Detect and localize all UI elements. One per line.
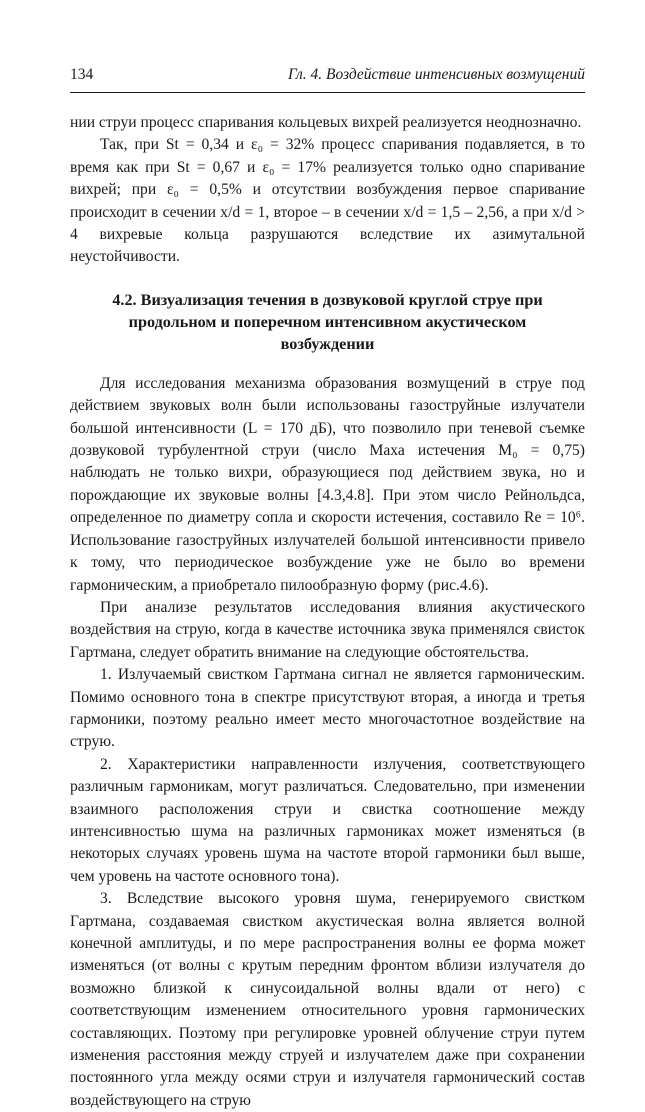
body-text [70,112,585,1112]
header-rule [70,92,585,93]
paragraph-pairing-conditions: Так, при St = 0,34 и ε₀ = 32% процесс спаривания подавляется, в то время как при St = 0,67 и ε₀ = 17% реализуется только одно спаривание вихрей; при ε₀ = 0,5% и отсутствии возбуждения первое спаривание происходит в сечении x/d = 1, второе – в сечении x/d = 1,5 – 2,56, а при x/d > 4 вихревые кольца разрушаются вследствие их азимутальной неустойчивости. [70,136,585,266]
book-page [70,64,585,1109]
section-heading: 4.2. Визуализация течения в дозвуковой круглой струе при продольном и поперечном интенсивном акустическом возбуждении [112,290,543,353]
running-head [70,64,585,86]
paragraph-hartmann-analysis: При анализе результатов исследования влияния акустического воздействия на струю, когда в качестве источника звука применялся свисток Гартмана, следует обратить внимание на следующие обстоятельства. [70,598,585,661]
paragraph-method: Для исследования механизма образования возмущений в струе под действием звуковых волн были использованы газоструйные излучатели большой интенсивности (L = 170 дБ), что позволило при теневой съемке дозвуковой турбулентной струи (число Маха истечения M₀ = 0,75) наблюдать не только вихри, образующиеся под действием звука, но и порождающие их звуковые волны [4.3,4.8]. При этом число Рейнольдса, определенное по диаметру сопла и скорости истечения, составило Re = 10⁶. Использование газоструйных излучателей большой интенсивности привело к тому, что периодическое возбуждение уже не было во времени гармоническим, а приобретало пилообразную форму (рис.4.6). [70,374,585,594]
list-item-3: 3. Вследствие высокого уровня шума, генерируемого свистком Гартмана, создаваемая свистком акустическая волна является волной конечной амплитуды, и по мере распространения волны ее форма может изменяться (от волны с крутым передним фронтом вблизи излучателя до возможно близкой к синусоидальной волны вдали от него) с соответствующим изменением относительного уровня гармонических составляющих. Поэтому при регулировке уровней облучение струи путем изменения расстояния между струей и излучателем даже при сохранении постоянного угла между осями струи и излучателя гармонический состав воздействующего на струю [70,890,585,1109]
paragraph-continuation: нии струи процесс спаривания кольцевых вихрей реализуется неоднозначно. [70,114,582,131]
list-item-2: 2. Характеристики направленности излучения, соответствующего различным гармоникам, могут различаться. Следовательно, при изменении взаимного расположения струи и свистка соотношение между интенсивностью шума на различных гармониках может изменяться (в некоторых случаях уровень шума на частоте второй гармоники был выше, чем уровень на частоте основного тона). [70,755,585,885]
chapter-title: Гл. 4. Воздействие интенсивных возмущений [288,66,585,83]
list-item-1: 1. Излучаемый свистком Гартмана сигнал не является гармоническим. Помимо основного тона в спектре присутствуют вторая, а иногда и третья гармоники, поэтому реально имеет место многочастотное воздействие на струю. [70,666,585,751]
page-number: 134 [70,66,94,83]
